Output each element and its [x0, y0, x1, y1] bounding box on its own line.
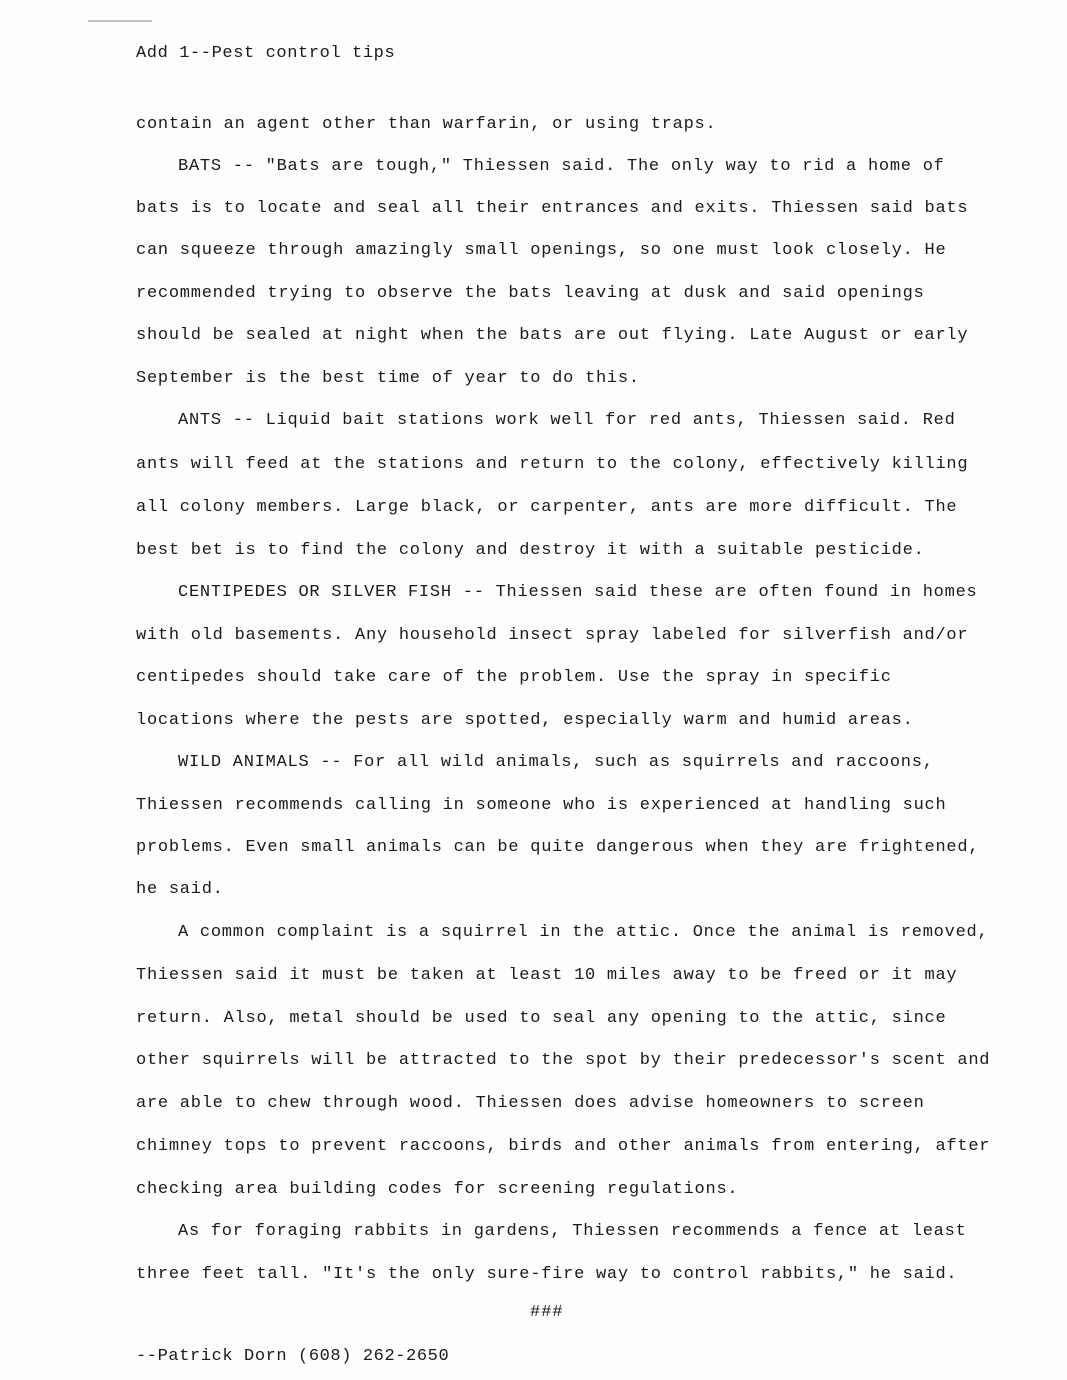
scan-mark [88, 20, 152, 22]
body-line: can squeeze through amazingly small openings, so one must look closely. He [136, 241, 947, 260]
body-line: chimney tops to prevent raccoons, birds and other animals from entering, after [136, 1137, 991, 1156]
body-line: with old basements. Any household insect spray labeled for silverfish and/or [136, 626, 969, 645]
page-header: Add 1--Pest control tips [136, 44, 396, 63]
body-line: best bet is to find the colony and destroy it with a suitable pesticide. [136, 541, 925, 560]
body-line: three feet tall. "It's the only sure-fire way to control rabbits," he said. [136, 1265, 958, 1284]
body-line: As for foraging rabbits in gardens, Thiessen recommends a fence at least [178, 1222, 967, 1241]
body-line: are able to chew through wood. Thiessen does advise homeowners to screen [136, 1094, 925, 1113]
body-line: problems. Even small animals can be quite dangerous when they are frightened, [136, 838, 980, 857]
body-line: centipedes should take care of the problem. Use the spray in specific [136, 668, 892, 687]
body-line: other squirrels will be attracted to the spot by their predecessor's scent and [136, 1051, 991, 1070]
body-line: checking area building codes for screening regulations. [136, 1180, 739, 1199]
body-line: Thiessen said it must be taken at least 10 miles away to be freed or it may [136, 966, 958, 985]
end-mark: ### [530, 1303, 564, 1322]
body-line: recommended trying to observe the bats leaving at dusk and said openings [136, 284, 925, 303]
body-line: BATS -- "Bats are tough," Thiessen said. The only way to rid a home of [178, 157, 945, 176]
body-line: September is the best time of year to do this. [136, 369, 640, 388]
body-line: return. Also, metal should be used to seal any opening to the attic, since [136, 1009, 947, 1028]
body-line: ANTS -- Liquid bait stations work well for red ants, Thiessen said. Red [178, 411, 956, 430]
body-line: bats is to locate and seal all their entrances and exits. Thiessen said bats [136, 199, 969, 218]
body-line: ants will feed at the stations and return to the colony, effectively killing [136, 455, 969, 474]
author-signature: --Patrick Dorn (608) 262-2650 [136, 1347, 450, 1366]
body-line: WILD ANIMALS -- For all wild animals, such as squirrels and raccoons, [178, 753, 934, 772]
body-line: should be sealed at night when the bats are out flying. Late August or early [136, 326, 969, 345]
body-line: locations where the pests are spotted, especially warm and humid areas. [136, 711, 914, 730]
body-line: A common complaint is a squirrel in the attic. Once the animal is removed, [178, 923, 989, 942]
body-line: all colony members. Large black, or carpenter, ants are more difficult. The [136, 498, 958, 517]
body-line: he said. [136, 880, 224, 899]
body-line: CENTIPEDES OR SILVER FISH -- Thiessen said these are often found in homes [178, 583, 978, 602]
body-line: contain an agent other than warfarin, or using traps. [136, 115, 717, 134]
body-line: Thiessen recommends calling in someone who is experienced at handling such [136, 796, 947, 815]
